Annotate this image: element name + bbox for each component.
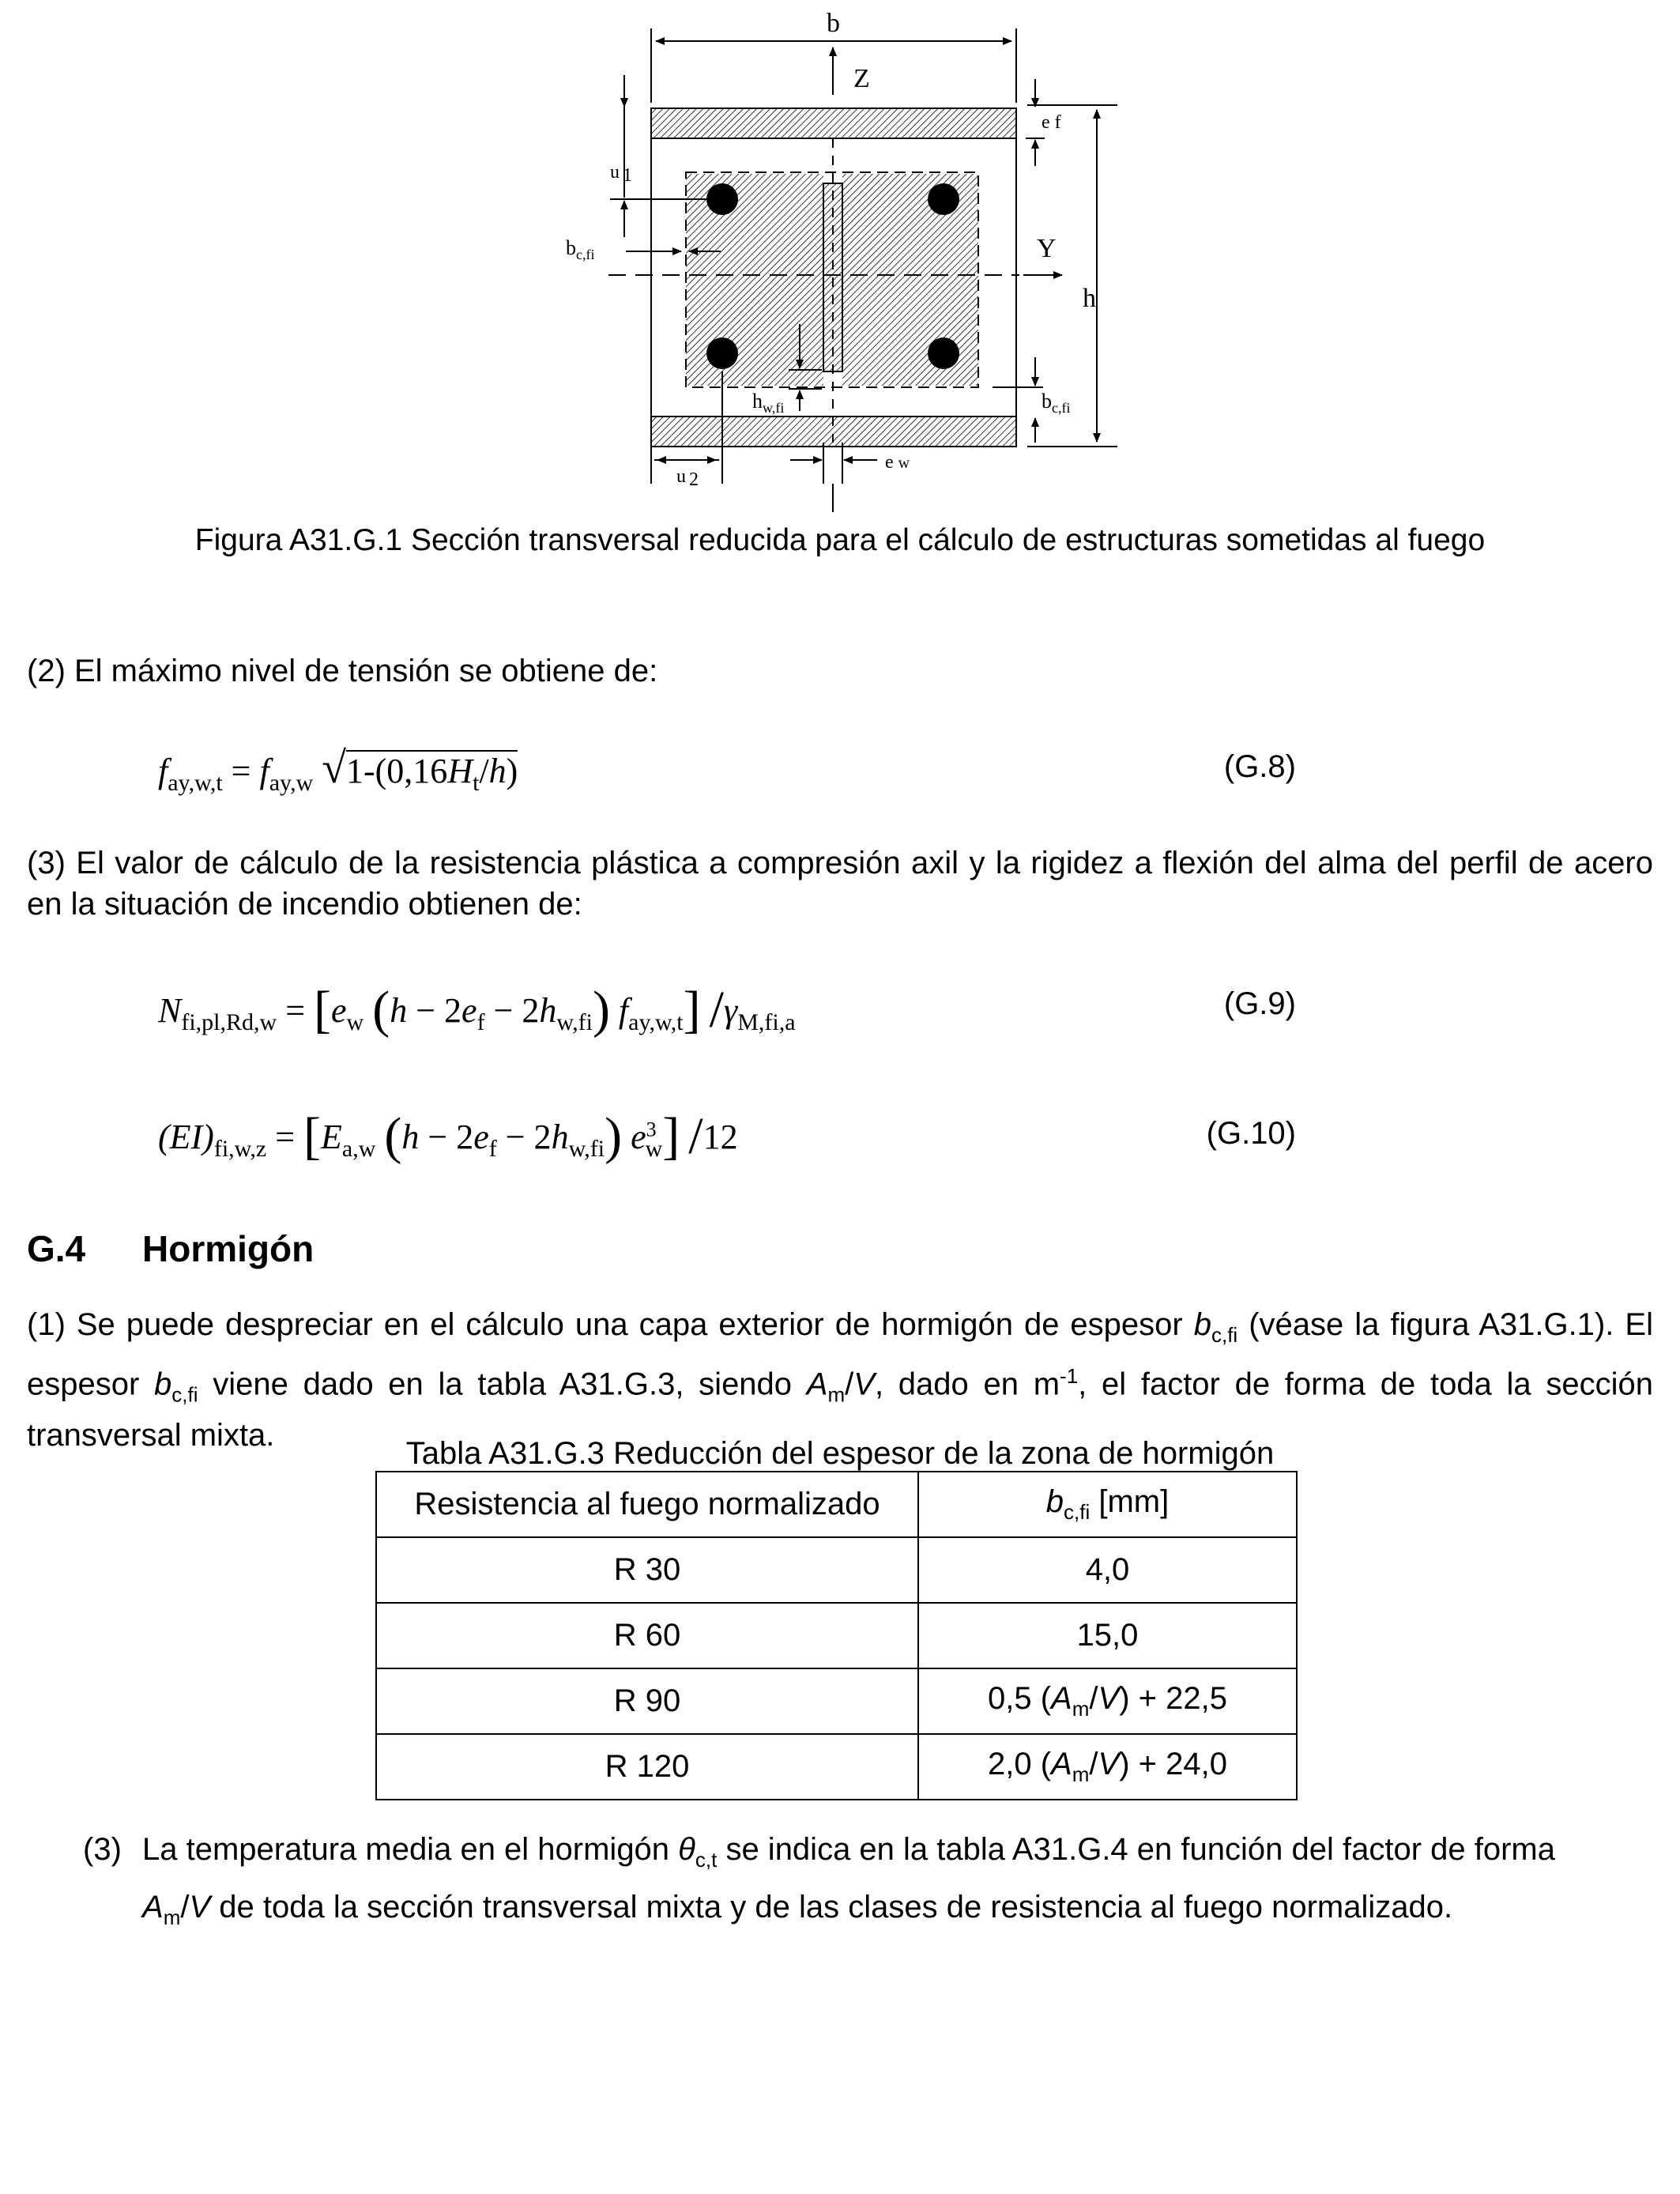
table-row: [376, 1734, 1297, 1800]
label-hwfi: $h_{w,fi}$: [752, 390, 785, 416]
table-cell: 15,0: [918, 1603, 1297, 1668]
equation-number-g10: (G.10): [1206, 1116, 1296, 1151]
label-h: h: [1083, 284, 1096, 313]
equation-g8: $f_{ay,w,t} = f_{ay,w}$ $√1-(0,16H_t/h)$: [158, 744, 518, 796]
section-title: Hormigón: [142, 1228, 315, 1269]
label-bcfi-right: $b_{c,fi}$: [1042, 390, 1071, 416]
table-cell: R 60: [376, 1603, 918, 1668]
label-ef: e f: [1042, 112, 1061, 133]
label-bcfi-left: $b_{c,fi}$: [566, 236, 595, 262]
table-header-cell: Resistencia al fuego normalizado: [376, 1472, 918, 1537]
table-header-row: [376, 1472, 1297, 1537]
table-row: [376, 1668, 1297, 1734]
reduction-table: [375, 1471, 1298, 1800]
rebar: [706, 337, 738, 369]
paragraph-g4-3: (3) La temperatura media en el hormigón $\theta_{c,t}$ se indica en la tabla A31.G.4 en función del factor de forma $A_m/V$ de toda la sección transversal mixta y de las clases de resistencia al fuego normalizado.: [83, 1826, 1608, 1941]
paragraph-3: (3) El valor de cálculo de la resistencia plástica a compresión axil y la rigidez a flexión del alma del perfil de acero en la situación de incendio obtienen de:: [27, 846, 1653, 922]
table-cell: 2,0 $(A_m/V) + 24,0$: [918, 1734, 1297, 1800]
table-cell: R 90: [376, 1668, 918, 1734]
section-number: G.4: [27, 1228, 86, 1269]
label-b: b: [827, 9, 840, 38]
paragraph-number: (3): [83, 1832, 122, 1867]
cross-section-figure: [0, 0, 1680, 514]
rebar: [928, 337, 959, 369]
label-ew: e w: [885, 452, 910, 473]
table-header-cell: $b_{c,fi}$ [mm]: [918, 1472, 1297, 1537]
table-cell: 4,0: [918, 1537, 1297, 1603]
label-u2: u 2: [676, 466, 699, 490]
equation-number-g9: (G.9): [1223, 986, 1296, 1021]
equation-g10: $(EI)_{fi,w,z} = [E_{a,w}$ $(h - 2e_f - 2h_{w,fi})$ $e^3_w$] /12: [158, 1107, 738, 1165]
table-cell: 0,5 $(A_m/V) + 22,5$: [918, 1668, 1297, 1734]
table-row: [376, 1537, 1297, 1603]
paragraph-2: (2) El máximo nivel de tensión se obtiene de:: [27, 654, 658, 688]
paragraph-g4-1: (1) Se puede despreciar en el cálculo una capa exterior de hormigón de espesor $b_{c,fi}$ (véase la figura A31.G.1). El espesor $b_{c,fi}$ viene dado en la tabla A31.G.3, siendo $A_m/V$, dado en $m^{-1}$, el factor de forma de toda la sección transversal mixta.: [27, 1307, 1654, 1453]
rebar: [928, 183, 959, 215]
section-heading-g4: [27, 1227, 314, 1270]
figure-caption: Figura A31.G.1 Sección transversal reducida para el cálculo de estructuras sometidas al fuego: [194, 523, 1486, 557]
table-cell: R 120: [376, 1734, 918, 1800]
table-caption: Tabla A31.G.3 Reducción del espesor de la zona de hormigón: [405, 1436, 1275, 1471]
label-y: Y: [1037, 234, 1057, 263]
label-u1: u 1: [610, 162, 632, 186]
equation-g9: $N_{fi,pl,Rd,w} = [e_w$ $(h - 2e_f - 2h_{w,fi})$ $f_{ay,w,t}$] $/\gamma_{M,fi,a}$: [158, 981, 796, 1039]
label-z: Z: [853, 64, 870, 93]
equation-number-g8: (G.8): [1223, 749, 1296, 784]
top-flange: [651, 108, 1016, 138]
table-cell: R 30: [376, 1537, 918, 1603]
table-row: [376, 1603, 1297, 1668]
